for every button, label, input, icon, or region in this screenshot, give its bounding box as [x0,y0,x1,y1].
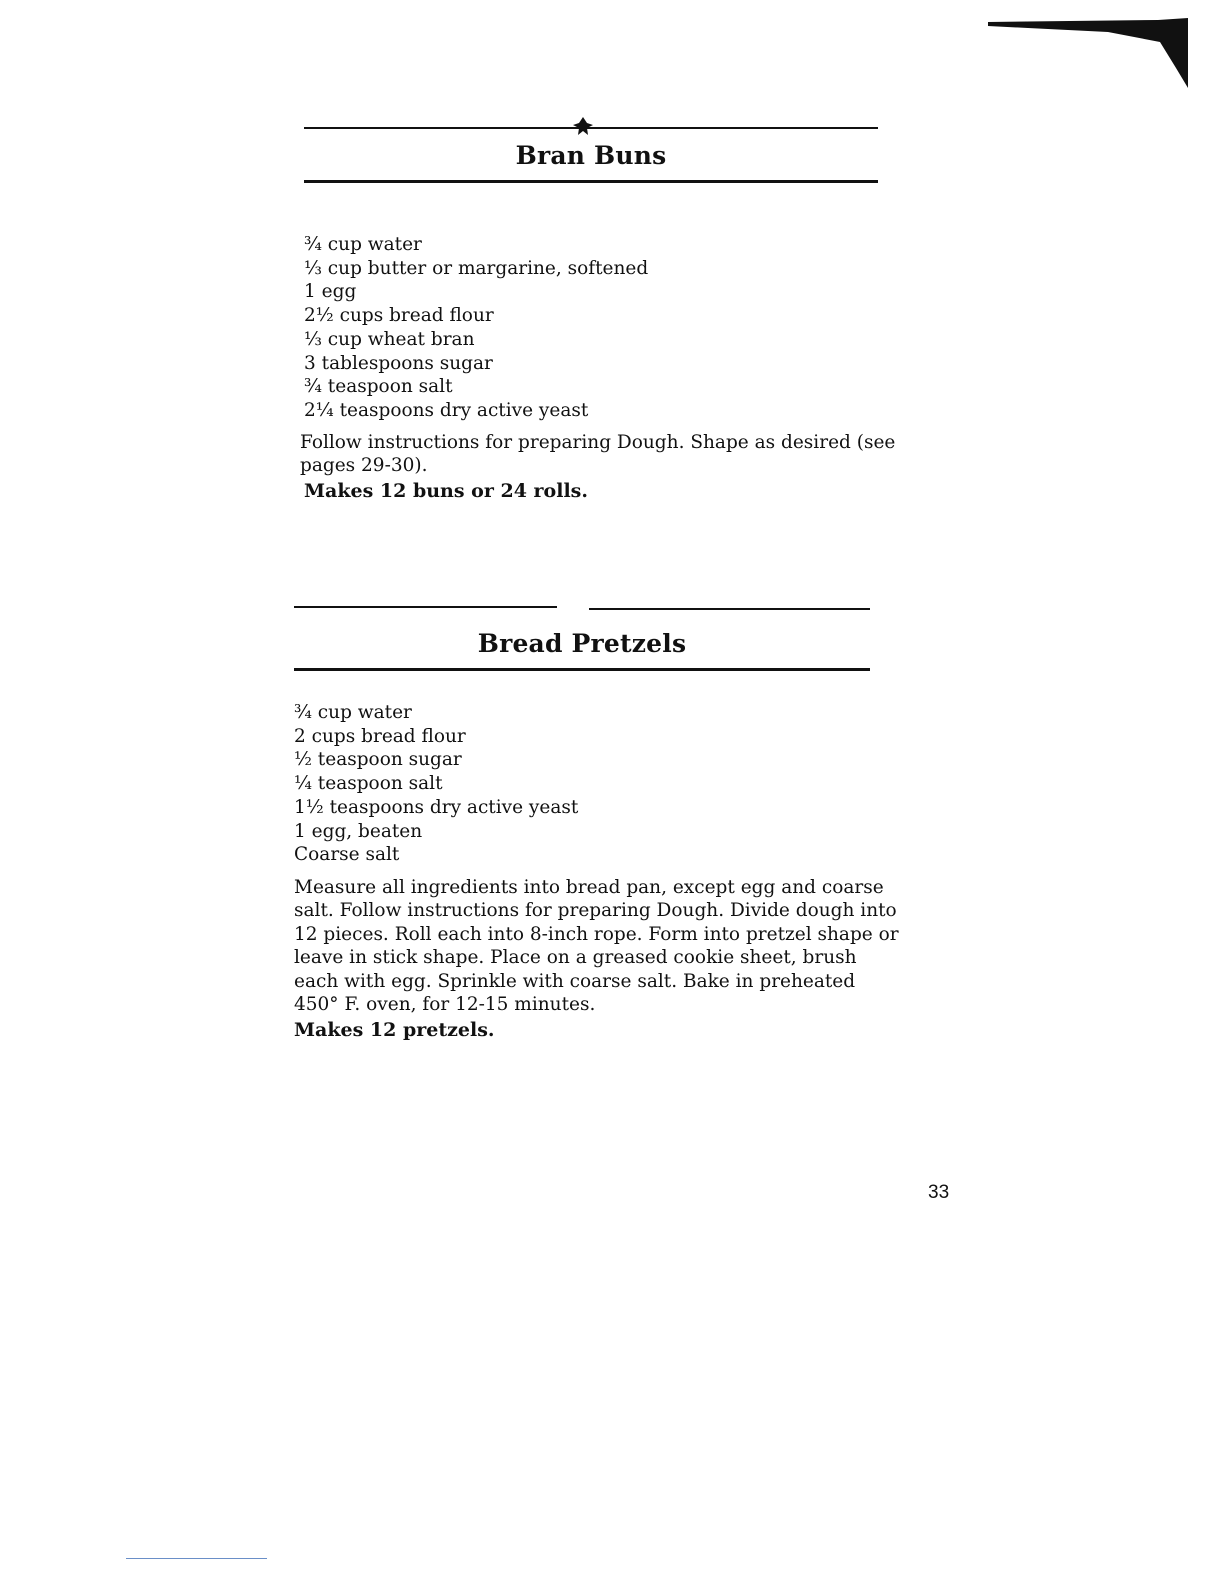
recipe-bread-pretzels [294,600,899,1043]
title-bottom-rule [294,668,870,671]
ingredient-item: ⅓ cup wheat bran [304,328,475,350]
ingredient-item: 2½ cups bread flour [304,305,494,327]
ingredient-list [304,233,878,423]
ingredient-item: 1 egg [304,281,357,303]
ingredient-item: ¾ cup water [304,234,422,255]
ingredient-list [294,701,870,867]
page-corner-shadow [988,18,1198,88]
recipe-yield: Makes 12 buns or 24 rolls. [304,479,588,502]
leaf-ornament-icon [572,116,594,138]
title-bottom-rule [304,180,878,183]
recipe-instructions: Measure all ingredients into bread pan, except egg and coarse salt. Follow instructions for preparing Dough. Divide dough into 12 pieces. Roll each into 8-inch rope. Form into pretzel shape or leave in stick shape. Place on a greased cookie sheet, brush each with egg. Sprinkle with coarse salt. Bake in preheated 450° F. oven, for 12-15 minutes. [294,876,899,1016]
ingredient-item: 3 tablespoons sugar [304,352,493,374]
ingredient-item: 1 egg, beaten [294,820,423,842]
recipe-instructions: Follow instructions for preparing Dough. Shape as desired (see pages 29-30). [300,431,896,477]
ingredient-item: ¾ teaspoon salt [304,376,453,398]
page-number: 33 [928,1182,950,1203]
recipe-title: Bran Buns [515,141,667,170]
ingredient-item: ¼ teaspoon salt [294,773,443,795]
ingredient-item: 1½ teaspoons dry active yeast [294,796,579,818]
ingredient-item: ¾ cup water [294,702,412,723]
title-top-rule [294,600,870,624]
ingredient-item: ½ teaspoon sugar [294,749,462,771]
ingredient-item: 2 cups bread flour [294,725,466,747]
recipe-yield: Makes 12 pretzels. [294,1018,495,1041]
ingredient-item: Coarse salt [294,844,400,866]
ingredient-item: ⅓ cup butter or margarine, softened [304,257,649,279]
scan-edge-line [126,1558,267,1559]
title-top-rule [304,112,878,136]
recipe-bran-buns [300,112,896,504]
recipe-title: Bread Pretzels [477,629,687,658]
ingredient-item: 2¼ teaspoons dry active yeast [304,399,589,421]
